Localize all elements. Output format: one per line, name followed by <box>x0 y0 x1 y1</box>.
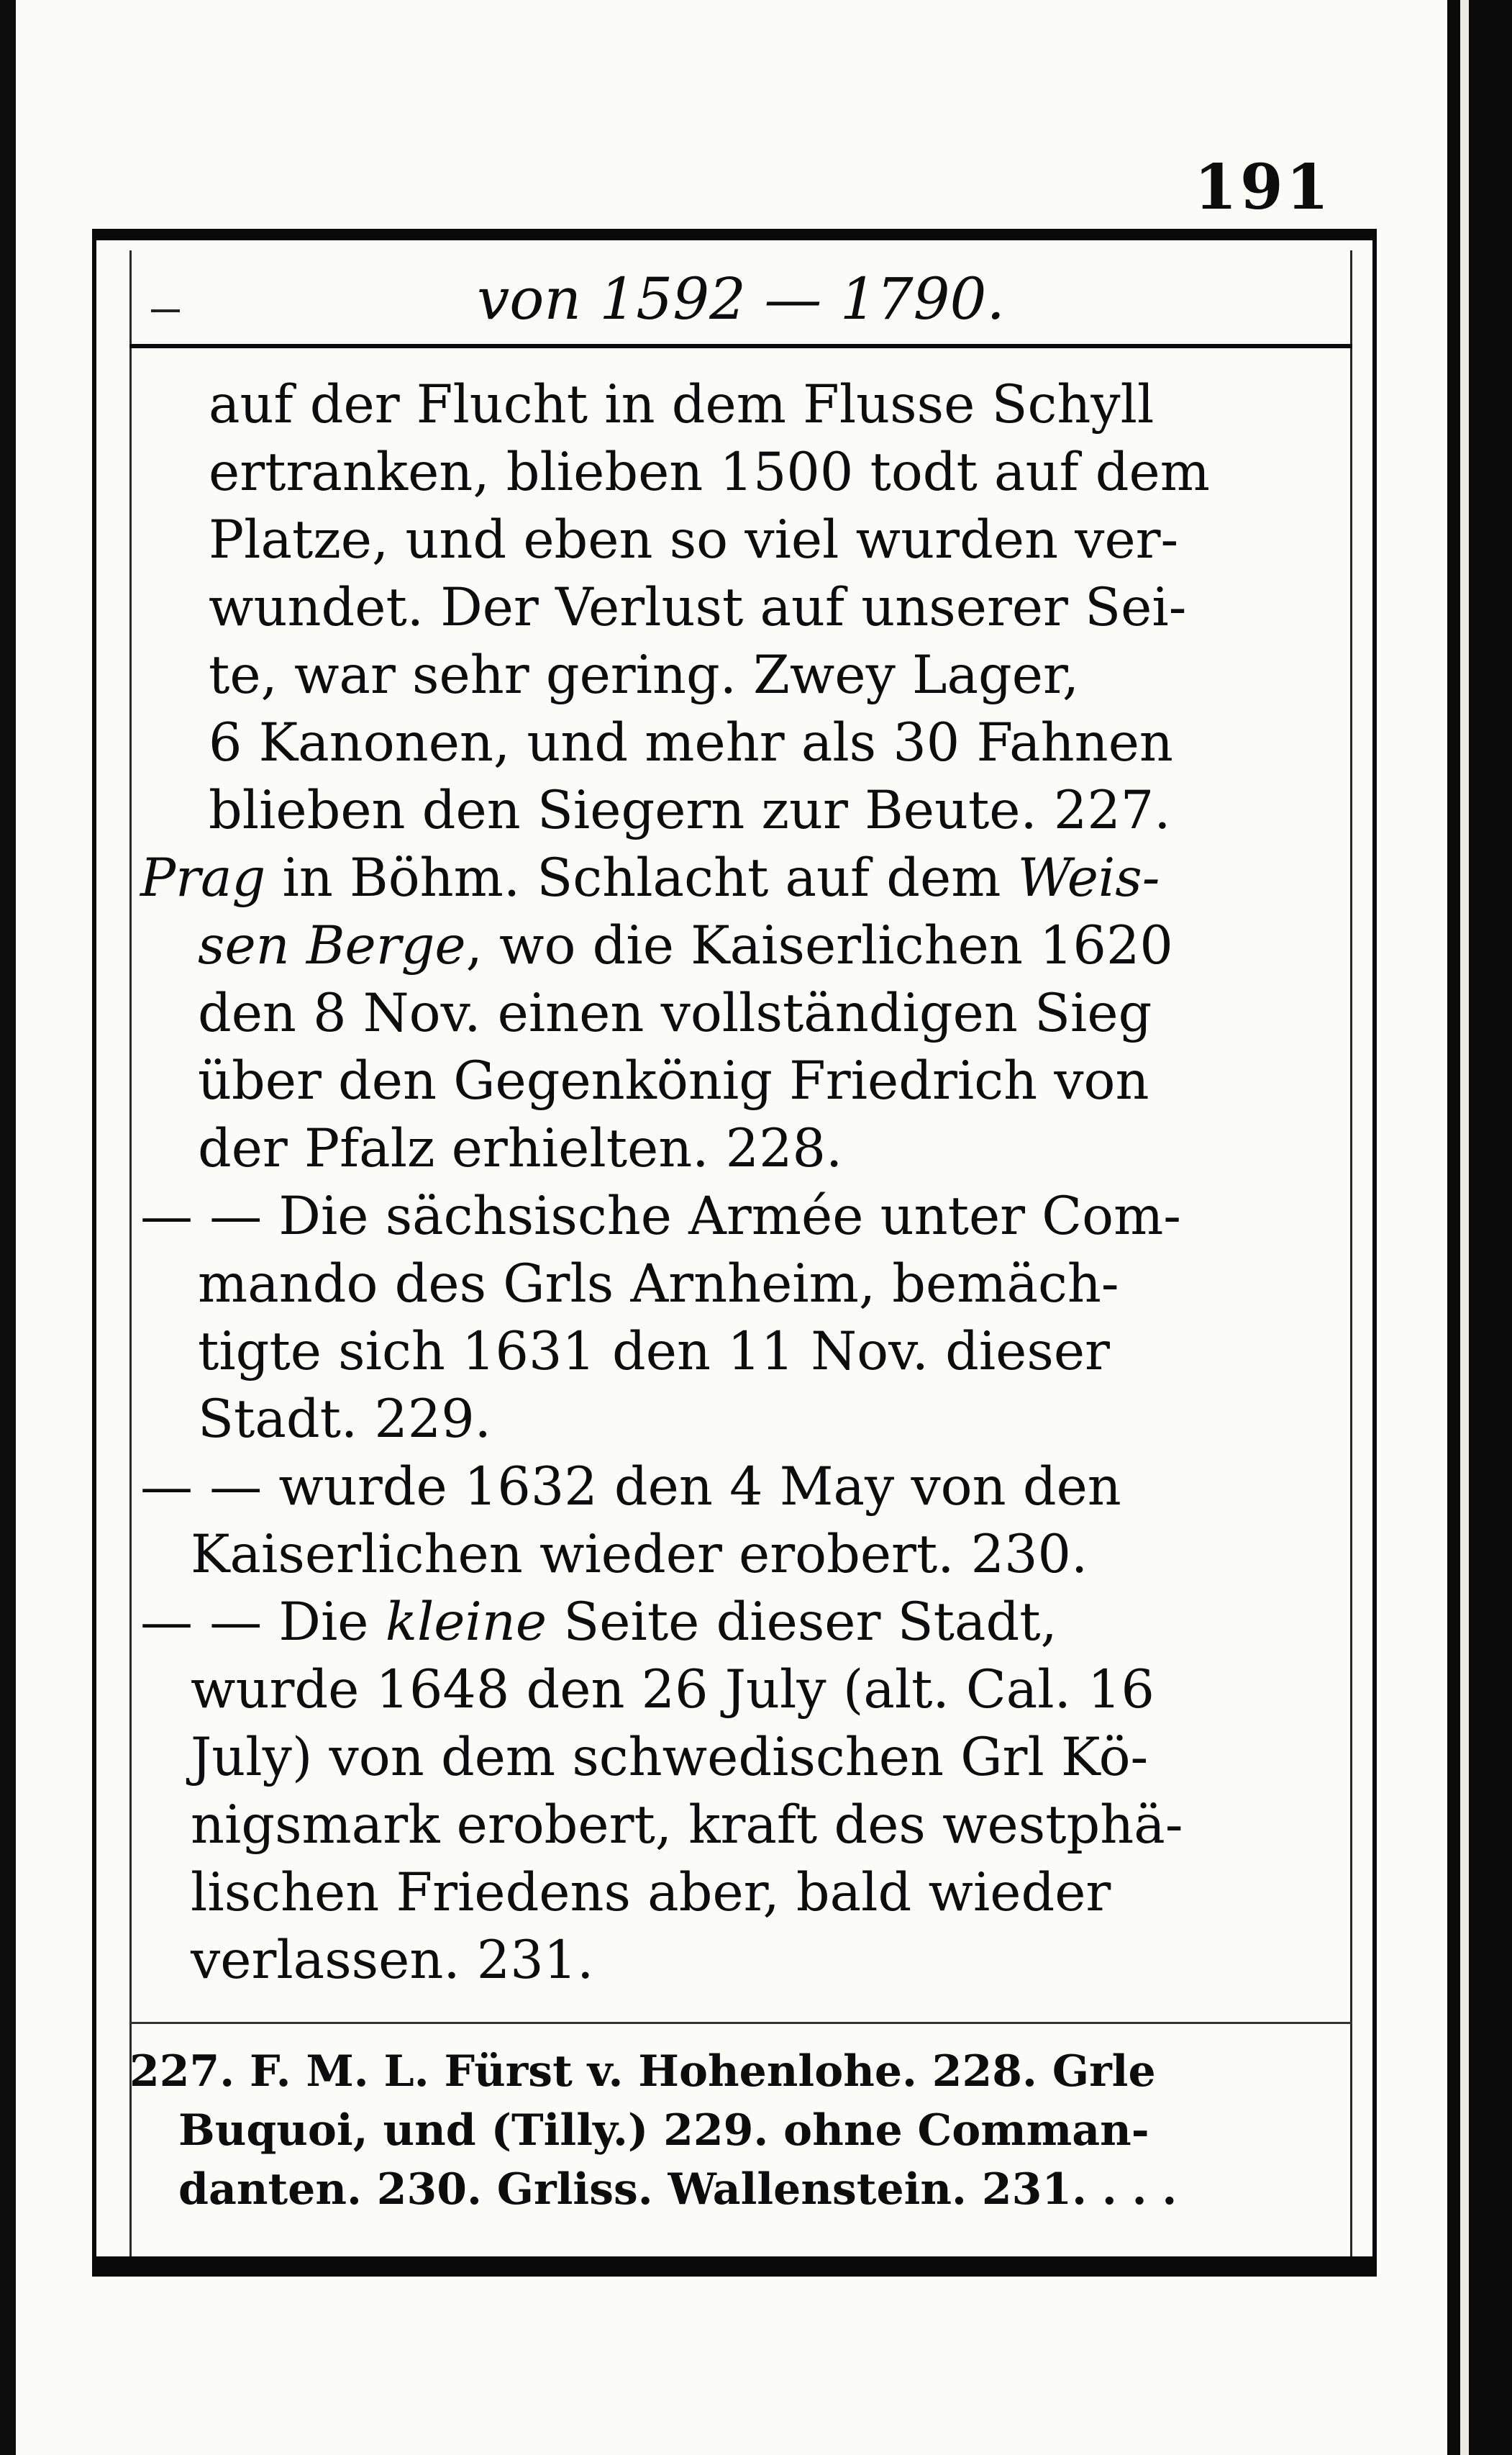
italic-segment: Weis- <box>1017 848 1160 909</box>
text-line: über den Gegenkönig Friedrich von <box>198 1050 1149 1112</box>
text-line: den 8 Nov. einen vollständigen Sieg <box>198 983 1152 1044</box>
text-line: 6 Kanonen, und mehr als 30 Fahnen <box>209 712 1173 773</box>
footnote-line: 227. F. M. L. Fürst v. Hohenlohe. 228. Grle <box>129 2046 1156 2097</box>
main-text <box>140 371 1327 1995</box>
place-name: Prag <box>140 848 266 909</box>
text-line: verlassen. 231. <box>191 1930 594 1991</box>
text-line: nigsmark erobert, kraft des westphä- <box>191 1794 1183 1856</box>
text-line: Platze, und eben so viel wurden ver- <box>209 509 1179 571</box>
text-segment: in Böhm. Schlacht auf dem <box>265 848 1018 909</box>
entry-line <box>140 1589 1327 1656</box>
scan-edge-right <box>1447 0 1512 2455</box>
text-line: der Pfalz erhielten. 228. <box>198 1118 843 1179</box>
page-number: 191 <box>1194 151 1332 224</box>
footnote-line: Buquoi, und (Tilly.) 229. ohne Comman- <box>178 2105 1149 2156</box>
next-page-strip <box>1460 0 1469 2455</box>
text-line: auf der Flucht in dem Flusse Schyll <box>209 374 1155 435</box>
text-segment: — — Die <box>140 1592 386 1653</box>
running-head: von 1592 — 1790. <box>477 266 1005 332</box>
footnotes <box>129 2042 1352 2219</box>
frame-bottom-bar <box>92 2256 1377 2274</box>
text-segment: Seite dieser Stadt, <box>547 1592 1057 1653</box>
text-segment: , wo die Kaiserlichen 1620 <box>465 915 1173 976</box>
text-line: blieben den Siegern zur Beute. 227. <box>209 780 1171 841</box>
text-line: mando des Grls Arnheim, bemäch- <box>198 1253 1119 1315</box>
italic-segment: sen Berge <box>198 915 466 976</box>
footnote-line: danten. 230. Grliss. Wallenstein. 231. . . . <box>178 2164 1178 2215</box>
entry-line-prag <box>140 845 1327 912</box>
text-line: te, war sehr gering. Zwey Lager, <box>209 645 1080 706</box>
text-line: July) von dem schwedischen Grl Kö- <box>191 1727 1149 1788</box>
text-line: Kaiserlichen wieder erobert. 230. <box>191 1524 1088 1585</box>
entry-line: — — wurde 1632 den 4 May von den <box>140 1456 1121 1517</box>
entry-line <box>140 912 1327 980</box>
text-line: lischen Friedens aber, bald wieder <box>191 1862 1111 1923</box>
scan-edge-left <box>0 0 16 2455</box>
footnote-rule <box>129 2022 1352 2024</box>
text-line: ertranken, blieben 1500 todt auf dem <box>209 442 1210 503</box>
italic-segment: kleine <box>385 1592 547 1653</box>
text-line: tigte sich 1631 den 11 Nov. dieser <box>198 1321 1110 1382</box>
entry-line: — — Die sächsische Armée unter Com- <box>140 1186 1181 1247</box>
text-line: wurde 1648 den 26 July (alt. Cal. 16 <box>191 1659 1155 1720</box>
text-line: wundet. Der Verlust auf unserer Sei- <box>209 577 1187 638</box>
text-line: Stadt. 229. <box>198 1389 491 1450</box>
running-head-rule <box>129 344 1352 348</box>
